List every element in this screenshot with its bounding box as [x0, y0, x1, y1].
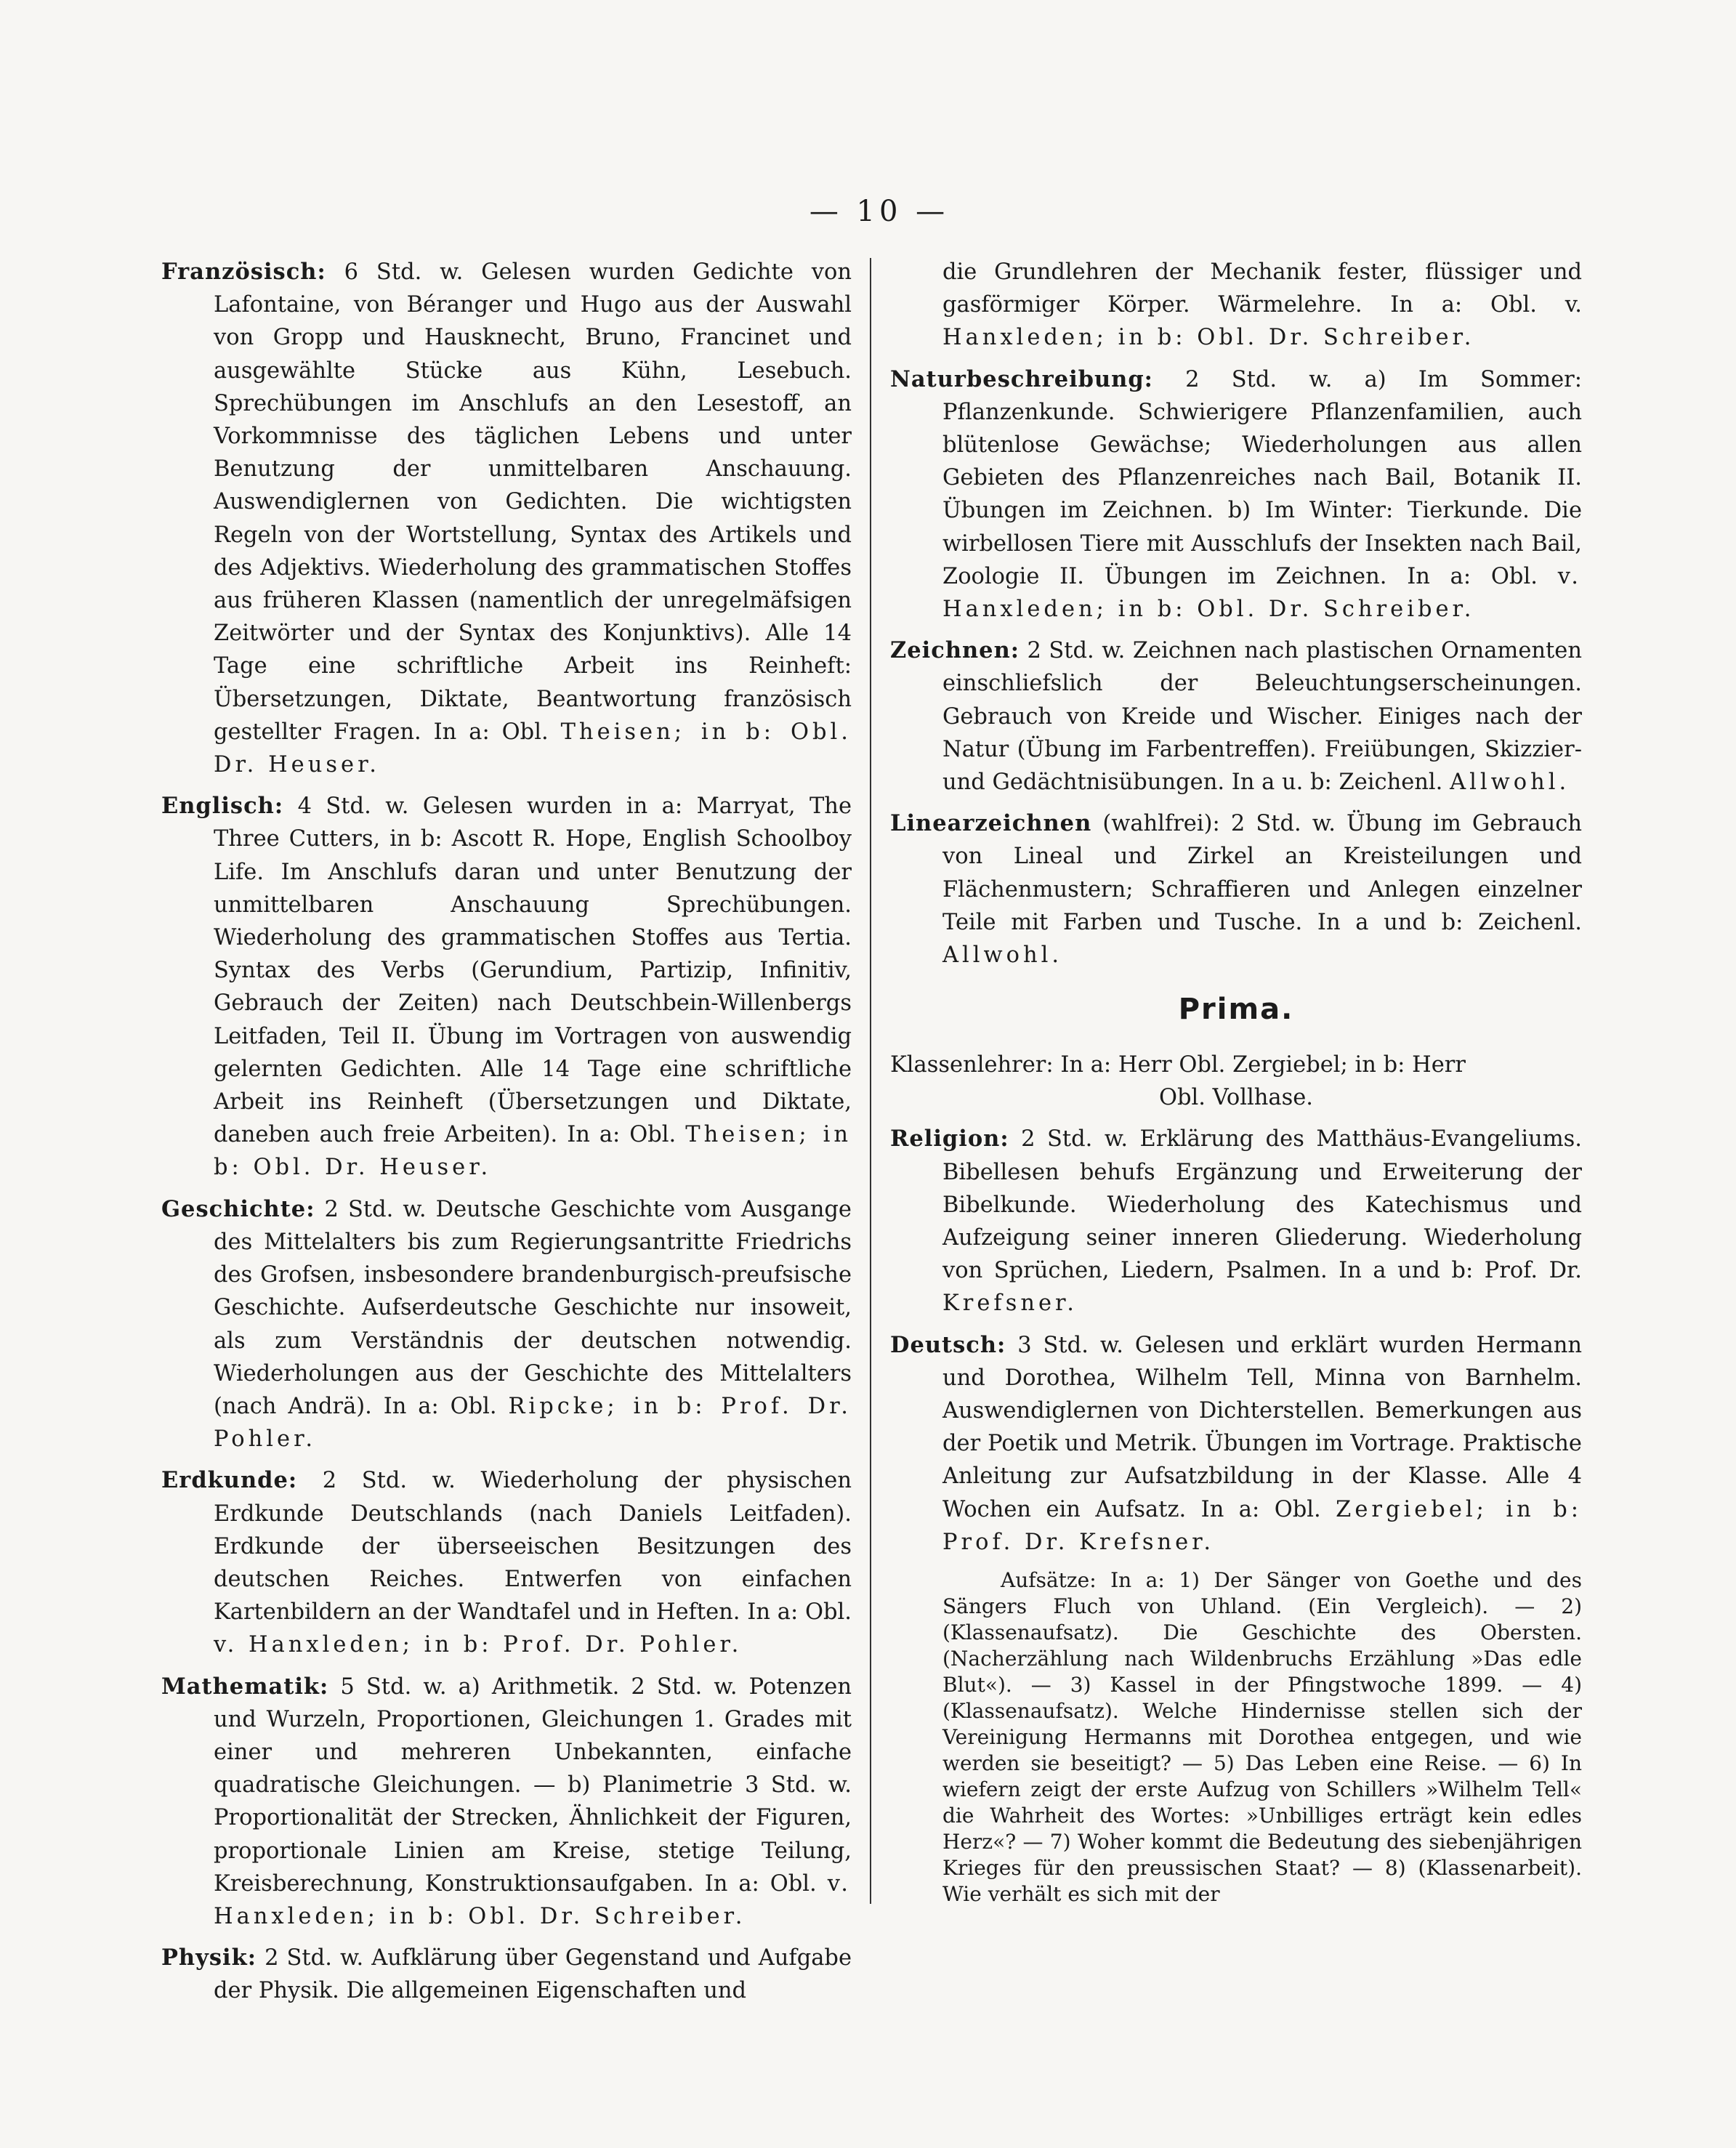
- subject-heading: Französisch:: [161, 259, 326, 285]
- subject-heading: Englisch:: [161, 793, 284, 820]
- subject-text: 2 Std. w. a) Im Sommer: Pflanzenkunde. Schwierigere Pflanzenfamilien, auch blütenlose Gewächse; Wiederholungen aus allen Gebieten des Pflanzenreiches nach Bail, Botanik II. Übungen im Zeichnen. b) Im Winter: Tierkunde. Die wirbellosen Tiere mit Ausschlufs der Insekten nach Bail, Zoologie II. Übungen im Zeichnen. In a: Obl.: [942, 366, 1582, 589]
- subject-entry-naturbeschreibung: [890, 363, 1582, 626]
- subject-heading: Naturbeschreibung:: [890, 366, 1153, 392]
- physik-continuation: [890, 256, 1582, 355]
- subject-teachers: v. Hanxleden; in b: Obl. Dr. Schreiber.: [214, 1870, 852, 1929]
- class-teacher-line: [890, 1049, 1582, 1114]
- subject-teachers: Theisen; in b: Obl. Dr. Heuser.: [214, 1122, 852, 1181]
- subject-teachers: Allwohl.: [942, 942, 1063, 969]
- subject-entry-religion: [890, 1123, 1582, 1320]
- subject-teachers: v. Hanxleden; in b: Obl. Dr. Schreiber.: [942, 563, 1582, 623]
- column-divider: [870, 258, 871, 1904]
- right-column: [890, 256, 1582, 1928]
- subject-entry-geschichte: [161, 1193, 852, 1456]
- subject-text: (wahlfrei): 2 Std. w. Übung im Gebrauch von Lineal und Zirkel an Kreisteilungen und Flächenmustern; Schraffieren und Anlegen einzelner Teile mit Farben und Tusche. In a und b: Zeichenl.: [942, 811, 1582, 935]
- subject-entry-franzoesisch: [161, 256, 852, 781]
- subject-heading: Geschichte:: [161, 1195, 315, 1222]
- subject-text: 4 Std. w. Gelesen wurden in a: Marryat, The Three Cutters, in b: Ascott R. Hope, English Schoolboy Life. Im Anschlufs daran und unter Benutzung der unmittelbaren Anschauung Sprechübungen. Wiederholung des grammatischen Stoffes aus Tertia. Syntax des Verbs (Gerundium, Partizip, Infinitiv, Gebrauch der Zeiten) nach Deutschbein-Willenbergs Leitfaden, Teil II. Übung im Vortragen von auswendig gelernten Gedichten. Alle 14 Tage eine schriftliche Arbeit ins Reinheft (Übersetzungen und Diktate, daneben auch freie Arbeiten). In a: Obl.: [214, 794, 852, 1148]
- subject-entry-erdkunde: [161, 1464, 852, 1661]
- subject-text: 2 Std. w. Zeichnen nach plastischen Ornamenten einschliefslich der Beleuchtungserscheinungen. Gebrauch von Kreide und Wischer. Einiges nach der Natur (Übung im Farbentreffen). Freiübungen, Skizzier- und Gedächtnisübungen. In a u. b: Zeichenl.: [942, 638, 1582, 796]
- subject-entry-physik: [161, 1942, 852, 2007]
- subject-heading: Mathematik:: [161, 1673, 329, 1700]
- subject-entry-zeichnen: [890, 634, 1582, 799]
- subject-teachers: Theisen; in b: Obl. Dr. Heuser.: [214, 719, 852, 778]
- left-column: [161, 256, 852, 2016]
- subject-teachers: Hanxleden; in b: Obl. Dr. Schreiber.: [942, 325, 1475, 351]
- subject-text: 2 Std. w. Erklärung des Matthäus-Evangeliums. Bibellesen behufs Ergänzung und Erweiterung der Bibelkunde. Wiederholung des Katechismus und Aufzeigung seiner inneren Gliederung. Wiederholung von Sprüchen, Liedern, Psalmen. In a und b: Prof. Dr.: [942, 1126, 1582, 1284]
- subject-text: 6 Std. w. Gelesen wurden Gedichte von Lafontaine, von Béranger und Hugo aus der Auswahl von Gropp und Hausknecht, Bruno, Francinet und ausgewählte Stücke aus Kühn, Lesebuch. Sprechübungen im Anschlufs an den Lesestoff, an Vorkommnisse des täglichen Lebens und unter Benutzung der unmittelbaren Anschauung. Auswendiglernen von Gedichten. Die wichtigsten Regeln von der Wortstellung, Syntax des Artikels und des Adjektivs. Wiederholung des grammatischen Stoffes aus früheren Klassen (namentlich der unregelmäfsigen Zeitwörter und der Syntax des Konjunktivs). Alle 14 Tage eine schriftliche Arbeit ins Reinheft: Übersetzungen, Diktate, Beantwortung französisch gestellter Fragen. In a: Obl.: [214, 259, 852, 745]
- subject-text: 2 Std. w. Deutsche Geschichte vom Ausgange des Mittelalters bis zum Regierungsantritte Friedrichs des Grofsen, insbesondere brandenburgisch-preufsische Geschichte. Aufserdeutsche Geschichte nur insoweit, als zum Verständnis der deutschen notwendig. Wiederholungen aus der Geschichte des Mittelalters (nach Andrä). In a: Obl.: [214, 1196, 852, 1419]
- subject-entry-mathematik: [161, 1671, 852, 1934]
- subject-text: die Grundlehren der Mechanik fester, flüssiger und gasförmiger Körper. Wärmelehre. In a: Obl. v.: [942, 259, 1582, 318]
- subject-text: 2 Std. w. Aufklärung über Gegenstand und Aufgabe der Physik. Die allgemeinen Eigenschaften und: [214, 1945, 852, 2004]
- subject-teachers: v. Hanxleden; in b: Prof. Dr. Pohler.: [214, 1632, 743, 1658]
- subject-text: 2 Std. w. Wiederholung der physischen Erdkunde Deutschlands (nach Daniels Leitfaden). Erdkunde der überseeischen Besitzungen des deutschen Reiches. Entwerfen von einfachen Kartenbildern an der Wandtafel und in Heften. In a: Obl.: [214, 1468, 852, 1626]
- subject-heading: Linearzeichnen: [890, 810, 1092, 837]
- class-teacher-text-2: Obl. Vollhase.: [1159, 1085, 1313, 1111]
- page-number: — 10 —: [809, 195, 950, 228]
- aufsaetze-list: Aufsätze: In a: 1) Der Sänger von Goethe und des Sängers Fluch von Uhland. (Ein Vergleich). — 2) (Klassenaufsatz). Die Geschichte des Obersten. (Nacherzählung nach Wildenbruchs Erzählung »Das edle Blut«). — 3) Kassel in der Pfingstwoche 1899. — 4) (Klassenaufsatz). Welche Hindernisse stellen sich der Vereinigung Hermanns mit Dorothea entgegen, und wie werden sie beseitigt? — 5) Das Leben eine Reise. — 6) In wiefern zeigt der erste Aufzug von Schillers »Wilhelm Tell« die Wahrheit des Wortes: »Unbilliges erträgt kein edles Herz«? — 7) Woher kommt die Bedeutung des siebenjährigen Krieges für den preussischen Staat? — 8) (Klassenarbeit). Wie verhält es sich mit der: [942, 1568, 1582, 1907]
- subject-teachers: Ripcke; in b: Prof. Dr. Pohler.: [214, 1393, 852, 1453]
- subject-entry-linearzeichnen: [890, 807, 1582, 972]
- subject-teachers: Krefsner.: [942, 1291, 1078, 1317]
- subject-teachers: Allwohl.: [1450, 770, 1570, 796]
- subject-heading: Religion:: [890, 1126, 1009, 1152]
- subject-heading: Deutsch:: [890, 1331, 1006, 1358]
- section-title-prima: Prima.: [1178, 993, 1294, 1027]
- subject-heading: Erdkunde:: [161, 1467, 298, 1494]
- subject-entry-deutsch: [890, 1329, 1582, 1559]
- subject-text: 3 Std. w. Gelesen und erklärt wurden Hermann und Dorothea, Wilhelm Tell, Minna von Barnhelm. Auswendiglernen von Dichterstellen. Bemerkungen aus der Poetik und Metrik. Übungen im Vortrage. Praktische Anleitung zur Aufsatzbildung in der Klasse. Alle 4 Wochen ein Aufsatz. In a: Obl.: [942, 1332, 1582, 1522]
- subject-heading: Physik:: [161, 1945, 257, 1971]
- subject-entry-englisch: [161, 790, 852, 1184]
- subject-text: 5 Std. w. a) Arithmetik. 2 Std. w. Potenzen und Wurzeln, Proportionen, Gleichungen 1. Grades mit einer und mehreren Unbekannten, einfache quadratische Gleichungen. — b) Planimetrie 3 Std. w. Proportionalität der Strecken, Ähnlichkeit der Figuren, proportionale Linien am Kreise, stetige Teilung, Kreisberechnung, Konstruktionsaufgaben. In a: Obl.: [214, 1673, 852, 1897]
- subject-teachers: Zergiebel; in b: Prof. Dr. Krefsner.: [942, 1496, 1582, 1555]
- class-teacher-text: Klassenlehrer: In a: Herr Obl. Zergiebel; in b: Herr: [890, 1051, 1466, 1078]
- subject-heading: Zeichnen:: [890, 637, 1020, 664]
